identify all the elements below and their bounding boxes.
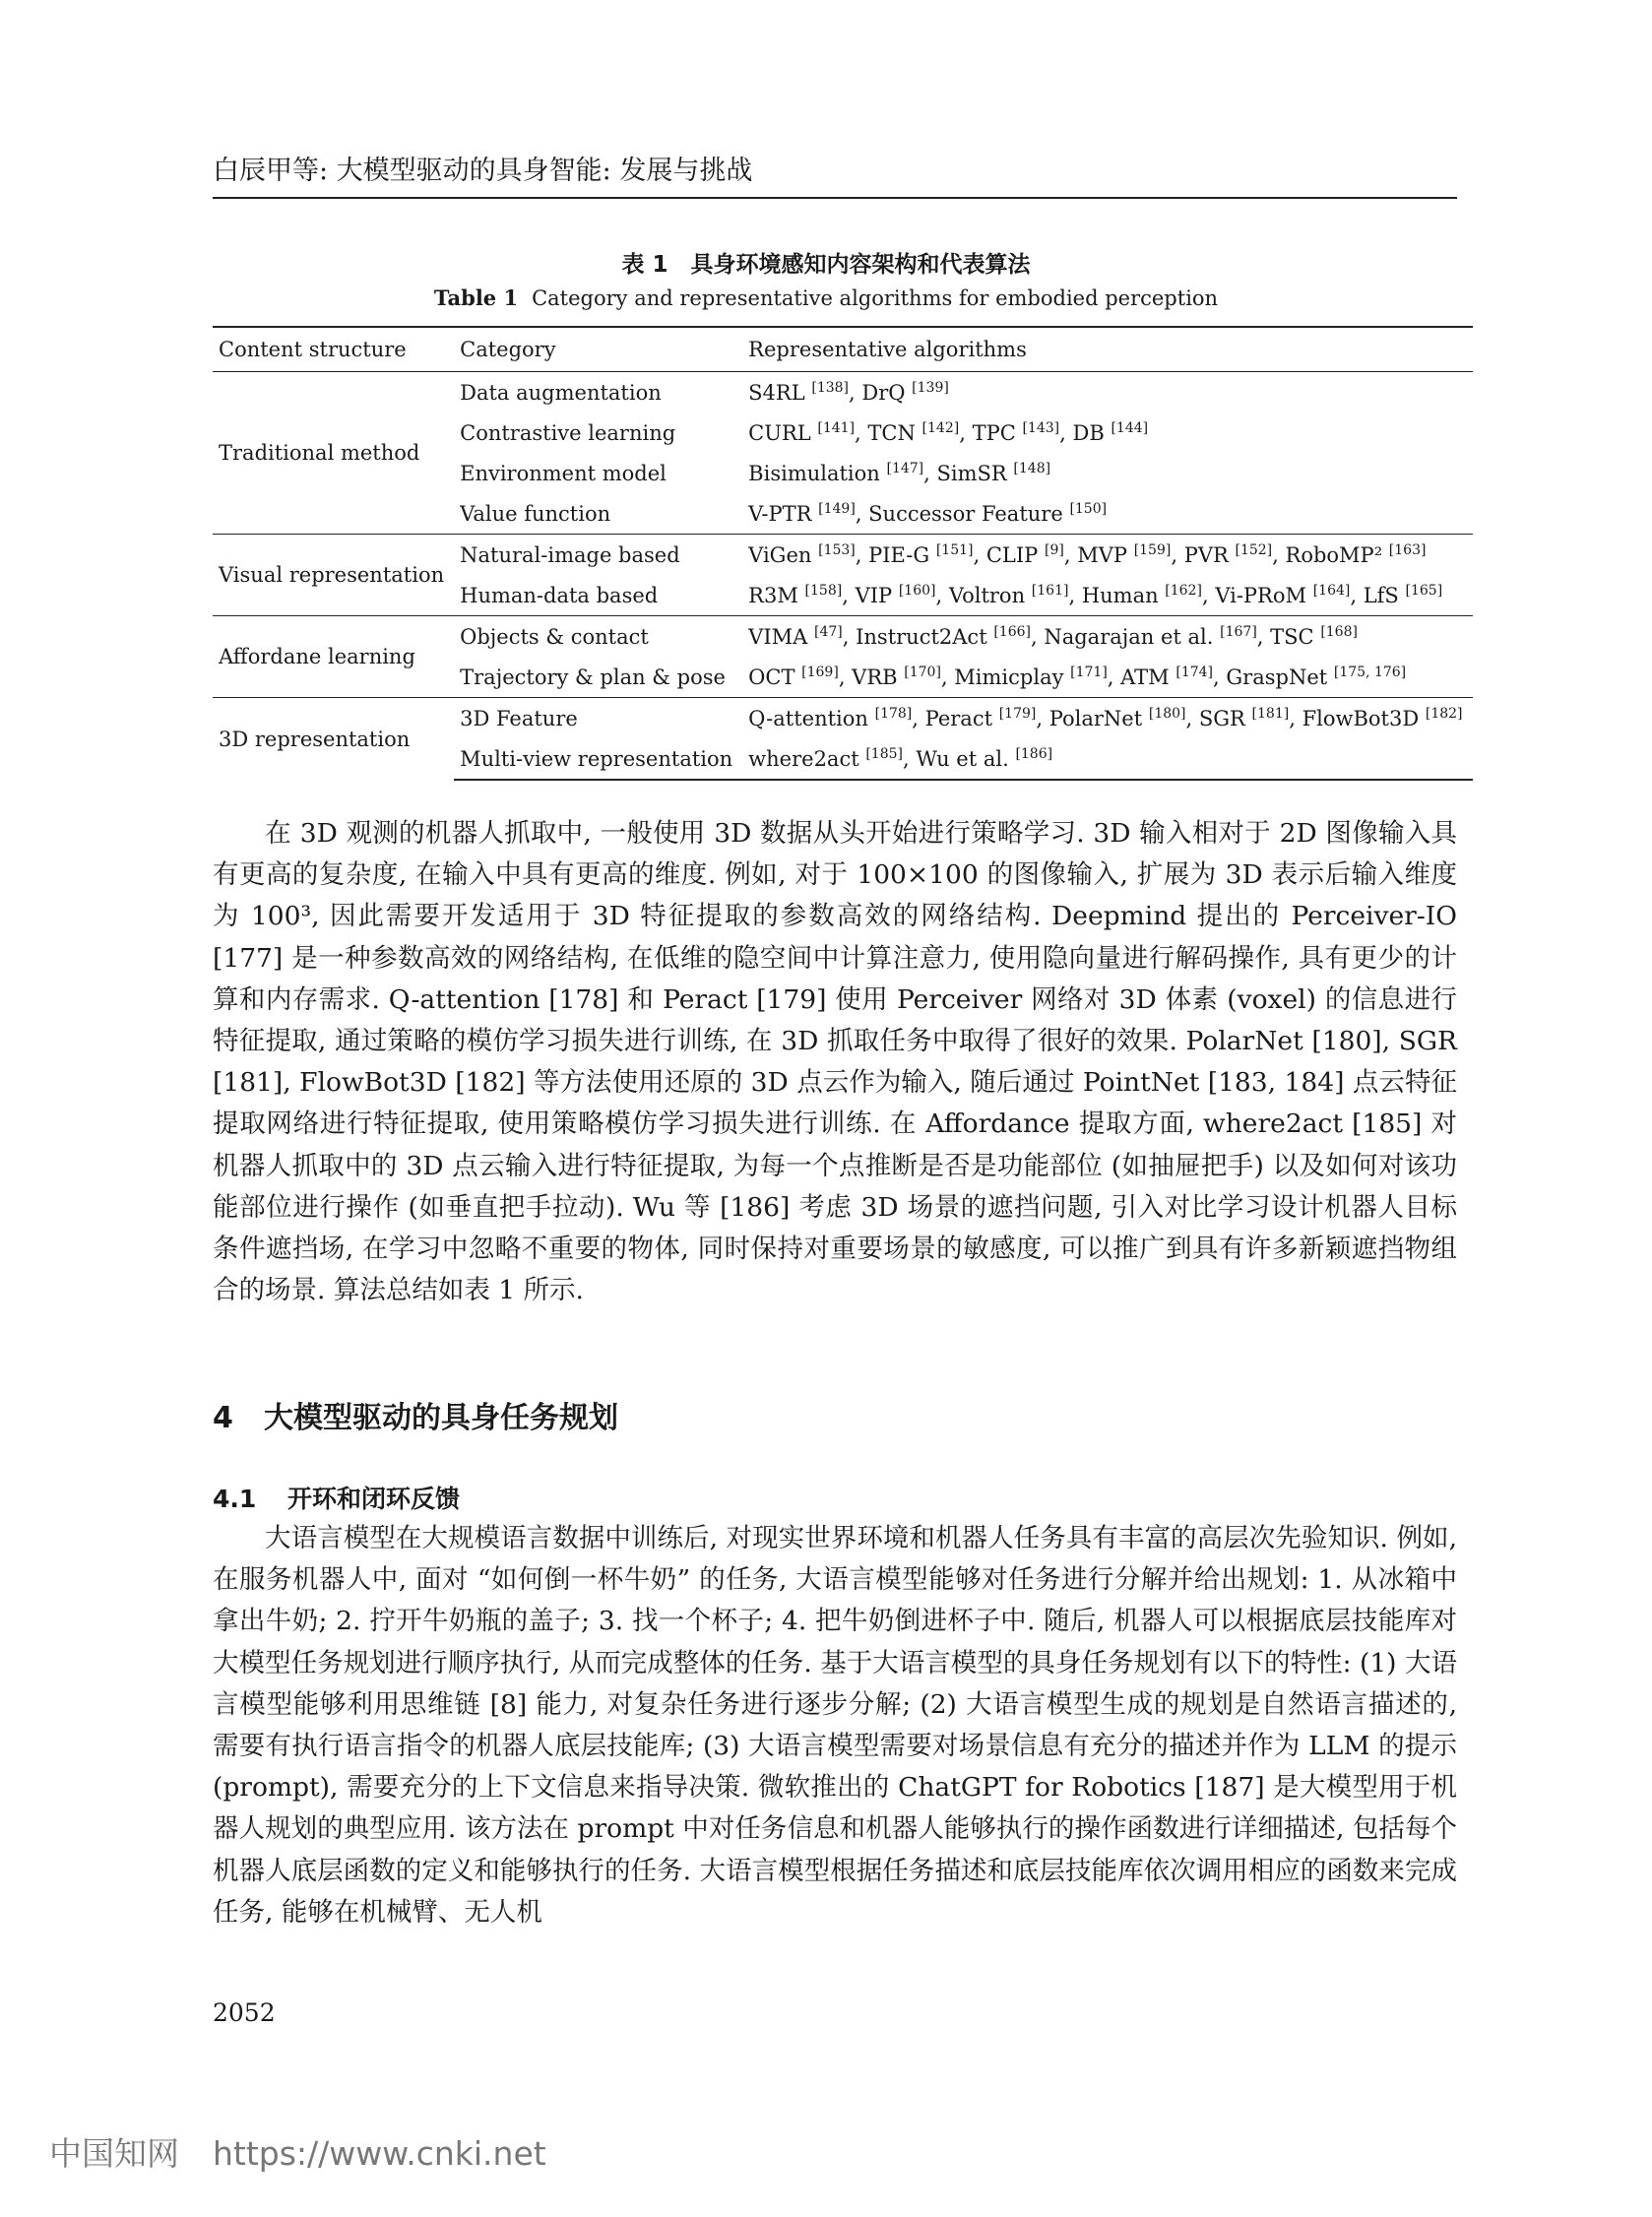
- citation-ref: [178]: [874, 705, 913, 722]
- running-header: 白辰甲等: 大模型驱动的具身智能: 发展与挑战: [213, 152, 1457, 199]
- citation-ref: [164]: [1312, 582, 1351, 599]
- content-structure-cell: 3D representation: [213, 698, 454, 781]
- algorithm-name: FlowBot3D: [1302, 706, 1420, 730]
- column-header: Representative algorithms: [742, 327, 1472, 372]
- algorithm-name: SGR: [1198, 706, 1245, 730]
- algorithm-name: VIMA: [748, 624, 808, 649]
- algorithm-name: SimSR: [936, 461, 1007, 485]
- citation-ref: [148]: [1013, 460, 1051, 476]
- citation-ref: [182]: [1425, 705, 1463, 722]
- table-caption-text: Category and representative algorithms for embodied perception: [532, 286, 1219, 310]
- category-cell: Multi-view representation: [454, 738, 742, 780]
- algorithm-name: CLIP: [985, 542, 1039, 567]
- algorithm-name: where2act: [748, 746, 859, 771]
- algorithm-name: Wu et al.: [916, 746, 1009, 771]
- algorithm-name: OCT: [748, 665, 795, 689]
- algorithms-table: [213, 326, 1473, 781]
- citation-ref: [149]: [818, 500, 856, 517]
- content-structure-cell: Traditional method: [213, 372, 454, 535]
- citation-ref: [171]: [1070, 664, 1108, 680]
- algorithm-name: LfS: [1363, 583, 1399, 607]
- algorithm-name: VRB: [852, 665, 898, 689]
- algorithms-cell: Bisimulation [147], SimSR [148]: [748, 460, 1051, 485]
- citation-ref: [47]: [814, 623, 843, 640]
- citation-ref: [138]: [811, 379, 850, 396]
- algorithm-name: RoboMP²: [1285, 542, 1383, 567]
- citation-ref: [167]: [1220, 623, 1257, 640]
- citation-ref: [163]: [1388, 541, 1427, 558]
- category-cell: Human-data based: [460, 583, 659, 607]
- algorithm-name: DB: [1072, 420, 1105, 445]
- citation-ref: [158]: [804, 582, 843, 599]
- citation-ref: [165]: [1405, 582, 1443, 599]
- algorithm-name: VIP: [855, 583, 893, 607]
- citation-ref: [142]: [921, 419, 960, 436]
- content-structure-cell: Visual representation: [213, 535, 454, 616]
- algorithms-cell: VIMA [47], Instruct2Act [166], Nagarajan et al. [167], TSC [168]: [742, 616, 1472, 658]
- algorithms-cell: Q-attention [178], Peract [179], PolarNet [180], SGR [181], FlowBot3D [182]: [742, 698, 1472, 739]
- algorithm-name: Nagarajan et al.: [1044, 624, 1214, 649]
- citation-ref: [147]: [886, 460, 924, 476]
- table-row: [213, 372, 1473, 413]
- algorithms-cell: ViGen [153], PIE-G [151], CLIP [9], MVP [159], PVR [152], RoboMP² [163]: [742, 535, 1472, 576]
- table-caption-label: Table 1: [433, 285, 519, 310]
- algorithm-name: S4RL: [748, 380, 805, 405]
- category-cell: Value function: [460, 501, 611, 526]
- category-cell: 3D Feature: [454, 698, 742, 739]
- citation-ref: [170]: [904, 664, 941, 680]
- algorithms-cell: R3M [158], VIP [160], Voltron [161], Human [162], Vi-PRoM [164], LfS [165]: [748, 582, 1443, 607]
- algorithm-name: R3M: [748, 583, 798, 607]
- algorithms-cell: CURL [141], TCN [142], TPC [143], DB [144]: [748, 419, 1149, 445]
- citation-ref: [143]: [1022, 419, 1060, 436]
- page-number: 2052: [213, 1998, 276, 2027]
- table-row: [213, 535, 1473, 576]
- citation-ref: [181]: [1251, 705, 1290, 722]
- subsection-heading: [213, 1480, 460, 1515]
- section-heading: [213, 1393, 618, 1436]
- algorithm-name: Human: [1081, 583, 1159, 607]
- table-caption-en: [0, 285, 1652, 310]
- category-cell: Data augmentation: [454, 372, 742, 413]
- category-cell: Natural-image based: [454, 535, 742, 576]
- section-number: 4: [213, 1401, 233, 1435]
- watermark-site: 中国知网: [49, 2134, 179, 2173]
- watermark-url: https://www.cnki.net: [213, 2134, 546, 2173]
- algorithms-cell: where2act [185], Wu et al. [186]: [742, 738, 1472, 780]
- body-paragraph-1: [213, 813, 1457, 1311]
- citation-ref: [168]: [1320, 623, 1358, 640]
- citation-ref: [151]: [935, 541, 974, 558]
- table-row: [213, 698, 1473, 739]
- algorithm-name: Peract: [924, 706, 993, 730]
- algorithm-name: Bisimulation: [748, 461, 880, 485]
- category-cell: Contrastive learning: [460, 420, 676, 445]
- body-paragraph-2: [213, 1518, 1457, 1933]
- table-header-row: [213, 327, 1473, 372]
- algorithms-cell: S4RL [138], DrQ [139]: [742, 372, 1472, 413]
- column-header: Category: [454, 327, 742, 372]
- algorithm-name: Voltron: [948, 583, 1026, 607]
- paragraph-text: 大语言模型在大规模语言数据中训练后, 对现实世界环境和机器人任务具有丰富的高层次先验知识. 例如, 在服务机器人中, 面对 “如何倒一杯牛奶” 的任务, 大语言模型能够对任务进行分解并给出规划: 1. 从冰箱中拿出牛奶; 2. 拧开牛奶瓶的盖子; 3. 找一个杯子; 4. 把牛奶倒进杯子中. 随后, 机器人可以根据底层技能库对大模型任务规划进行顺序执行, 从而完成整体的任务. 基于大语言模型的具身任务规划有以下的特性: (1) 大语言模型能够利用思维链 [8] 能力, 对复杂任务进行逐步分解; (2) 大语言模型生成的规划是自然语言描述的, 需要有执行语言指令的机器人底层技能库; (3) 大语言模型需要对场景信息有充分的描述并作为 LLM 的提示 (prompt), 需要充分的上下文信息来指导决策. 微软推出的 ChatGPT for Robotics [187] 是大模型用于机器人规划的典型应用. 该方法在 prompt 中对任务信息和机器人能够执行的操作函数进行详细描述, 包括每个机器人底层函数的定义和能够执行的任务. 大语言模型根据任务描述和底层技能库依次调用相应的函数来完成任务, 能够在机械臂、无人机: [213, 1523, 1457, 1928]
- algorithm-name: DrQ: [861, 380, 906, 405]
- category-cell: Objects & contact: [454, 616, 742, 658]
- algorithm-name: GraspNet: [1226, 665, 1328, 689]
- algorithms-cell: V-PTR [149], Successor Feature [150]: [748, 500, 1108, 526]
- algorithm-name: CURL: [748, 420, 811, 445]
- algorithm-name: Mimicplay: [954, 665, 1064, 689]
- citation-ref: [180]: [1148, 705, 1186, 722]
- citation-ref: [160]: [898, 582, 936, 599]
- paragraph-text: 在 3D 观测的机器人抓取中, 一般使用 3D 数据从头开始进行策略学习. 3D 输入相对于 2D 图像输入具有更高的复杂度, 在输入中具有更高的维度. 例如, 对于 100×100 的图像输入, 扩展为 3D 表示后输入维度为 100³, 因此需要开发适用于 3D 特征提取的参数高效的网络结构. Deepmind 提出的 Perceiver-IO [177] 是一种参数高效的网络结构, 在低维的隐空间中计算注意力, 使用隐向量进行解码操作, 具有更少的计算和内存需求. Q-attention [178] 和 Peract [179] 使用 Perceiver 网络对 3D 体素 (voxel) 的信息进行特征提取, 通过策略的模仿学习损失进行训练, 在 3D 抓取任务中取得了很好的效果. PolarNet [180], SGR [181], FlowBot3D [182] 等方法使用还原的 3D 点云作为输入, 随后通过 PointNet [183, 184] 点云特征提取网络进行特征提取, 使用策略模仿学习损失进行训练. 在 Affordance 提取方面, where2act [185] 对机器人抓取中的 3D 点云输入进行特征提取, 为每一个点推断是否是功能部位 (如抽屉把手) 以及如何对该功能部位进行操作 (如垂直把手拉动). Wu 等 [186] 考虑 3D 场景的遮挡问题, 引入对比学习设计机器人目标条件遮挡场, 在学习中忽略不重要的物体, 同时保持对重要场景的敏感度, 可以推广到具有许多新颖遮挡物组合的场景. 算法总结如表 1 所示.: [213, 818, 1457, 1306]
- algorithm-name: Q-attention: [748, 706, 868, 730]
- algorithm-name: TCN: [867, 420, 916, 445]
- citation-ref: [153]: [818, 541, 856, 558]
- algorithm-name: Vi-PRoM: [1215, 583, 1307, 607]
- citation-ref: [161]: [1031, 582, 1069, 599]
- algorithm-name: Successor Feature: [868, 501, 1063, 526]
- subsection-number: 4.1: [213, 1485, 257, 1513]
- section-title: 大模型驱动的具身任务规划: [264, 1401, 618, 1435]
- algorithm-name: ViGen: [748, 542, 812, 567]
- subsection-title: 开环和闭环反馈: [287, 1485, 461, 1513]
- citation-ref: [144]: [1111, 419, 1149, 436]
- algorithm-name: V-PTR: [748, 501, 812, 526]
- citation-ref: [141]: [817, 419, 856, 436]
- citation-ref: [169]: [801, 664, 839, 680]
- citation-ref: [9]: [1044, 541, 1064, 558]
- algorithm-name: MVP: [1077, 542, 1127, 567]
- citation-ref: [179]: [998, 705, 1037, 722]
- citation-ref: [152]: [1235, 541, 1273, 558]
- citation-ref: [186]: [1015, 745, 1053, 762]
- table-caption-cn: 表 1 具身环境感知内容架构和代表算法: [621, 252, 1031, 278]
- category-cell: Trajectory & plan & pose: [460, 665, 726, 689]
- citation-ref: [175, 176]: [1333, 664, 1407, 680]
- algorithms-cell: OCT [169], VRB [170], Mimicplay [171], ATM [174], GraspNet [175, 176]: [748, 664, 1407, 689]
- citation-ref: [139]: [912, 379, 949, 396]
- algorithm-name: TSC: [1270, 624, 1314, 649]
- algorithm-name: Instruct2Act: [856, 624, 987, 649]
- category-cell: Environment model: [460, 461, 667, 485]
- citation-ref: [162]: [1165, 582, 1202, 599]
- content-structure-cell: Affordane learning: [213, 616, 454, 698]
- column-header: Content structure: [213, 327, 454, 372]
- cnki-watermark: [49, 2128, 546, 2175]
- citation-ref: [150]: [1069, 500, 1108, 517]
- table-row: [213, 616, 1473, 658]
- citation-ref: [166]: [993, 623, 1031, 640]
- citation-ref: [185]: [865, 745, 903, 762]
- algorithm-name: PIE-G: [868, 542, 930, 567]
- algorithm-name: PolarNet: [1048, 706, 1143, 730]
- algorithm-name: PVR: [1183, 542, 1229, 567]
- citation-ref: [159]: [1133, 541, 1172, 558]
- algorithm-name: TPC: [972, 420, 1016, 445]
- citation-ref: [174]: [1175, 664, 1214, 680]
- algorithm-name: ATM: [1120, 665, 1170, 689]
